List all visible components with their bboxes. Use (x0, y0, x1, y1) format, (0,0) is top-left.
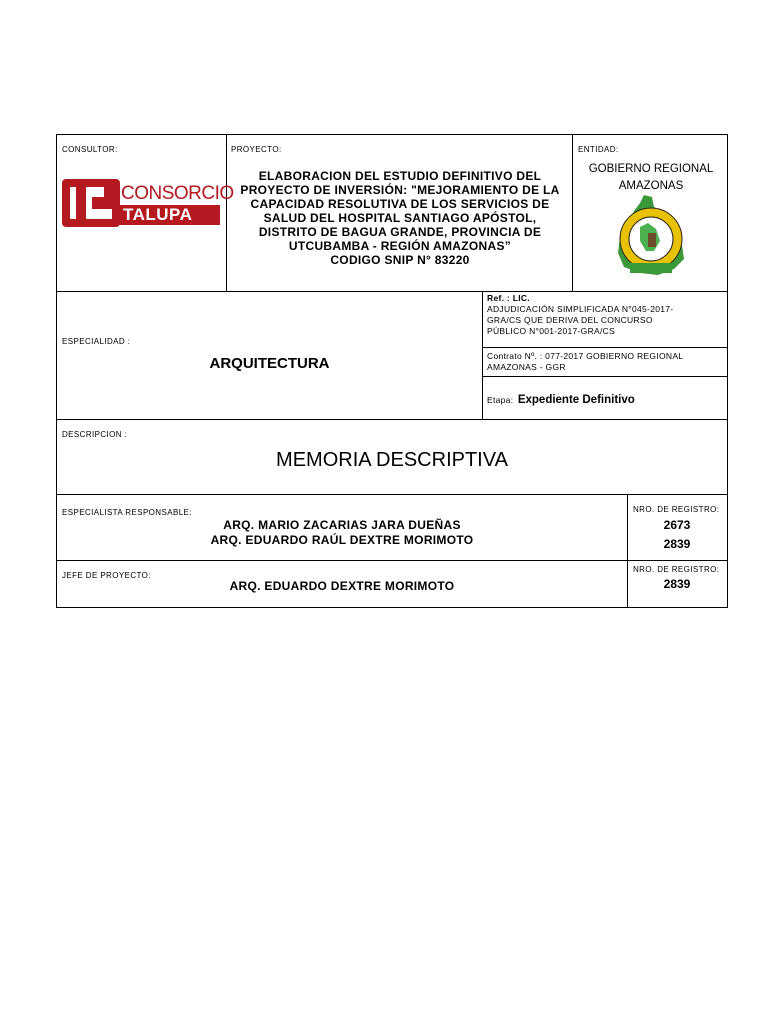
reference-line: PÚBLICO N°001-2017-GRA/CS (487, 326, 616, 336)
specialist-label: ESPECIALISTA RESPONSABLE: (62, 508, 192, 517)
project-title-line: DISTRITO DE BAGUA GRANDE, PROVINCIA DE (258, 225, 542, 239)
specialist-name: ARQ. MARIO ZACARIAS JARA DUEÑAS (223, 518, 461, 532)
contract-line: Contrato Nº. : 077-2017 GOBIERNO REGIONAL (487, 351, 684, 361)
stage-block (487, 390, 725, 408)
registration-number: 2673 (663, 518, 691, 532)
entity-name-line2: AMAZONAS (618, 180, 684, 192)
project-title-line: SALUD DEL HOSPITAL SANTIAGO APÓSTOL, (263, 211, 537, 225)
registration-label: NRO. DE REGISTRO: (633, 565, 720, 574)
specialist-names (57, 518, 627, 548)
registration-label: NRO. DE REGISTRO: (633, 505, 720, 514)
description-label: DESCRIPCION : (62, 430, 128, 439)
reference-label: Ref. : LIC. (487, 293, 530, 303)
reference-line: GRA/CS QUE DERIVA DEL CONCURSO (487, 315, 653, 325)
title-block (56, 134, 728, 608)
divider (57, 419, 727, 420)
project-title (227, 169, 573, 267)
project-title-line: UTCUBAMBA - REGIÓN AMAZONAS” (288, 239, 512, 253)
entity-label: ENTIDAD: (578, 145, 619, 154)
divider (482, 376, 727, 377)
project-title-line: CODIGO SNIP N° 83220 (330, 253, 470, 267)
contract-line: AMAZONAS - GGR (487, 362, 566, 372)
project-title-line: PROYECTO DE INVERSIÓN: "MEJORAMIENTO DE LA (240, 183, 560, 197)
regional-seal-emblem (610, 193, 692, 277)
specialty-label: ESPECIALIDAD : (62, 337, 131, 346)
divider (482, 347, 727, 348)
regional-government-seal (610, 193, 692, 277)
consultant-label: CONSULTOR: (62, 145, 118, 154)
specialist-name: ARQ. EDUARDO RAÚL DEXTRE MORIMOTO (210, 533, 474, 547)
project-title-line: ELABORACION DEL ESTUDIO DEFINITIVO DEL (258, 169, 542, 183)
stage-value: Expediente Definitivo (517, 394, 635, 406)
logo-text-top: CONSORCIO (121, 183, 234, 204)
project-title-line: CAPACIDAD RESOLUTIVA DE LOS SERVICIOS DE (250, 197, 550, 211)
project-label: PROYECTO: (231, 145, 282, 154)
reference-block (487, 293, 725, 337)
logo-text-bottom: TALUPA (123, 205, 193, 224)
registration-number: 2839 (663, 577, 691, 591)
project-lead-label: JEFE DE PROYECTO: (62, 571, 151, 580)
reference-line: ADJUDICACIÓN SIMPLIFICADA N°045-2017- (487, 304, 674, 314)
description-value: MEMORIA DESCRIPTIVA (276, 449, 508, 471)
consortium-logo (62, 179, 234, 227)
entity-name-line1: GOBIERNO REGIONAL (588, 163, 714, 175)
project-lead-name: ARQ. EDUARDO DEXTRE MORIMOTO (229, 579, 455, 593)
specialist-registrations (627, 516, 727, 554)
contract-block (487, 351, 725, 373)
stage-label: Etapa: (487, 395, 514, 405)
divider (57, 560, 727, 561)
specialty-value: ARQUITECTURA (209, 355, 330, 372)
registration-number: 2839 (663, 537, 691, 551)
entity-name (573, 161, 729, 195)
divider (57, 291, 727, 292)
divider (482, 291, 483, 419)
